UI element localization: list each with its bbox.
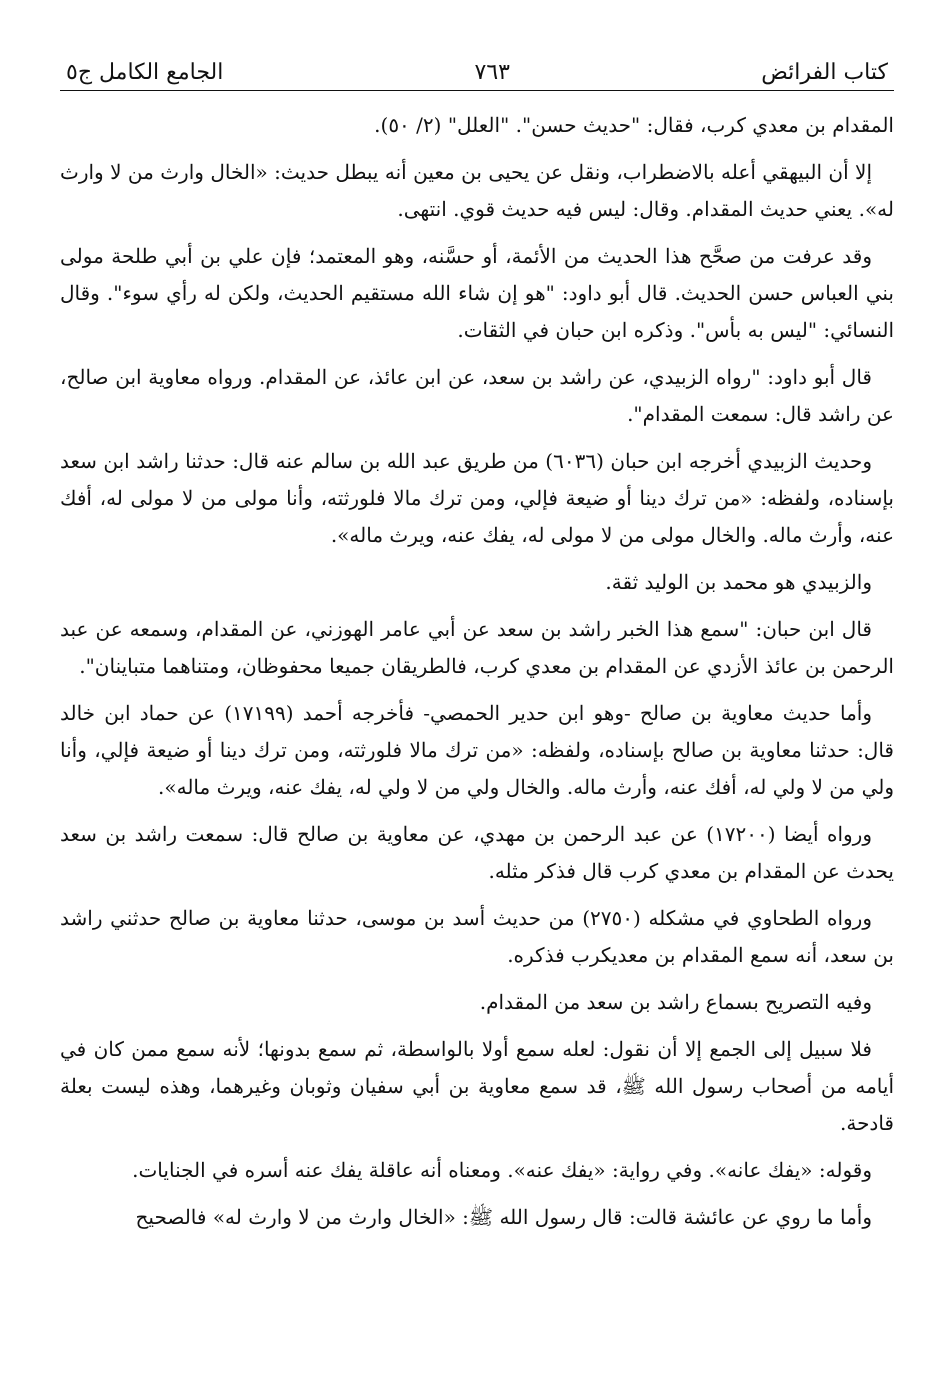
page-number: ٧٦٣	[474, 60, 510, 85]
paragraph: وأما ما روي عن عائشة قالت: قال رسول الله ﷺ: «الخال وارث من لا وارث له» فالصحيح	[135, 1205, 872, 1229]
paragraph: وقد عرفت من صحَّح هذا الحديث من الأئمة، أو حسَّنه، وهو المعتمد؛ فإن علي بن أبي طلحة مولى بني العباس حسن الحديث. قال أبو داود: "هو إن شاء الله مستقيم الحديث، ولكن له رأي سوء". وقال النسائي: "ليس به بأس". وذكره ابن حبان في الثقات.	[60, 244, 894, 342]
header-volume-title: الجامع الكامل ج٥	[66, 60, 224, 85]
paragraph: وقوله: «يفك عانه». وفي رواية: «يفك عنه». ومعناه أنه عاقلة يفك عنه أسره في الجنايات.	[132, 1158, 872, 1182]
paragraph: ورواه أيضا (١٧٢٠٠) عن عبد الرحمن بن مهدي، عن معاوية بن صالح قال: سمعت راشد بن سعد يحدث عن المقدام بن معدي كرب قال فذكر مثله.	[60, 822, 894, 883]
paragraph: وفيه التصريح بسماع راشد بن سعد من المقدام.	[479, 990, 872, 1014]
paragraph: قال ابن حبان: "سمع هذا الخبر راشد بن سعد عن أبي عامر الهوزني، عن المقدام، وسمعه عن عبد الرحمن بن عائذ الأزدي عن المقدام بن معدي كرب، فالطريقان جميعا محفوظان، ومتناهما متباينان".	[60, 617, 894, 678]
paragraph: والزبيدي هو محمد بن الوليد ثقة.	[605, 570, 872, 594]
header-book-title: كتاب الفرائض	[761, 60, 888, 85]
header-rule	[60, 90, 894, 91]
paragraph: وحديث الزبيدي أخرجه ابن حبان (٦٠٣٦) من طريق عبد الله بن سالم عنه قال: حدثنا راشد ابن سعد بإسناده، ولفظه: «من ترك دينا أو ضيعة فإلي، ومن ترك مالا فلورثته، وأنا مولى من لا مولى له، أفك عنه، وأرث ماله. والخال مولى من لا مولى له، يفك عنه، ويرث ماله».	[60, 449, 894, 547]
paragraph: إلا أن البيهقي أعله بالاضطراب، ونقل عن يحيى بن معين أنه يبطل حديث: «الخال وارث من لا وارث له». يعني حديث المقدام. وقال: ليس فيه حديث قوي. انتهى.	[60, 160, 894, 221]
book-page	[60, 46, 894, 1246]
paragraph: فلا سبيل إلى الجمع إلا أن نقول: لعله سمع أولا بالواسطة، ثم سمع بدونها؛ لأنه سمع ممن كان في أيامه من أصحاب رسول الله ﷺ، قد سمع معاوية بن أبي سفيان وثوبان وغيرهما، وهذه ليست بعلة قادحة.	[60, 1037, 894, 1135]
page-body	[60, 107, 894, 1236]
paragraph: المقدام بن معدي كرب، فقال: "حديث حسن". "العلل" (٢/ ٥٠).	[374, 113, 894, 137]
running-header	[60, 46, 894, 88]
paragraph: وأما حديث معاوية بن صالح -وهو ابن حدير الحمصي- فأخرجه أحمد (١٧١٩٩) عن حماد ابن خالد قال: حدثنا معاوية بن صالح بإسناده، ولفظه: «من ترك مالا فلورثته، ومن ترك دينا أو ضيعة فإلي، وأنا ولي من لا ولي له، أفك عنه، وأرث ماله. والخال ولي من لا ولي له، يفك عنه، ويرث ماله».	[60, 701, 894, 799]
paragraph: قال أبو داود: "رواه الزبيدي، عن راشد بن سعد، عن ابن عائذ، عن المقدام. ورواه معاوية ابن صالح، عن راشد قال: سمعت المقدام".	[60, 365, 894, 426]
paragraph: ورواه الطحاوي في مشكله (٢٧٥٠) من حديث أسد بن موسى، حدثنا معاوية بن صالح حدثني راشد بن سعد، أنه سمع المقدام بن معديكرب فذكره.	[60, 906, 894, 967]
